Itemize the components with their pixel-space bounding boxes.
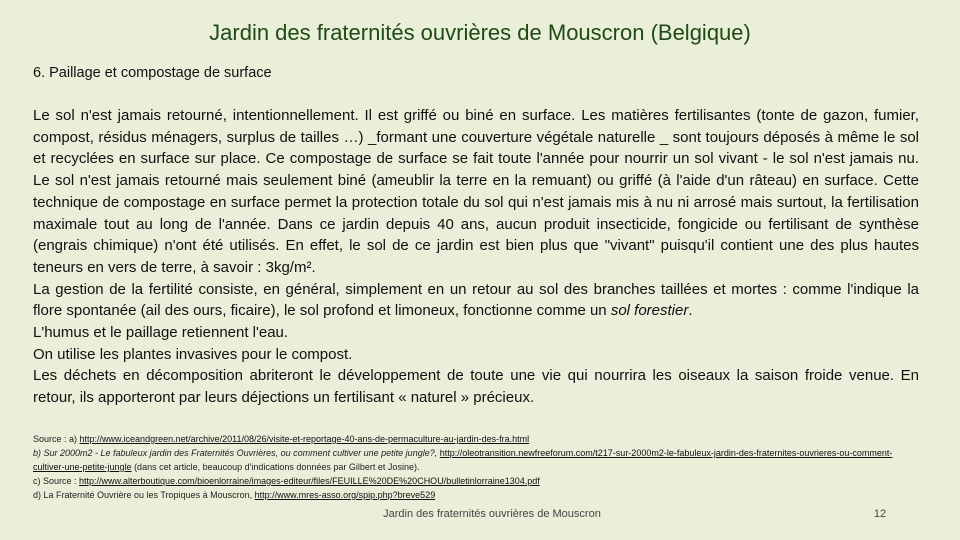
source-b-link[interactable]: http://oleotransition.newfreeforum.com/t217-sur-2000m2-le-fabuleux-jardin-des-fraternites-ouvrieres-ou-comment-cultiver-une-petite-jungle xyxy=(33,448,893,472)
sources xyxy=(33,432,923,502)
source-a-link[interactable]: http://www.iceandgreen.net/archive/2011/08/26/visite-et-reportage-40-ans-de-permaculture-au-jardin-des-fra.html xyxy=(79,434,530,444)
source-b xyxy=(33,446,923,474)
paragraph-humus: L'humus et le paillage retiennent l'eau. xyxy=(33,324,289,342)
body-text xyxy=(33,105,919,409)
footer-title: Jardin des fraternités ouvrières de Mouscron xyxy=(383,508,601,520)
source-d xyxy=(33,488,923,502)
forest-soil-emphasis: sol forestier xyxy=(610,302,689,320)
source-c xyxy=(33,474,923,488)
source-d-prefix: d) La Fraternité Ouvrière ou les Tropiques à Mouscron, xyxy=(33,490,255,500)
fertility-text: La gestion de la fertilité consiste, en général, simplement en un retour au sol des branches taillées et mortes : comme l'indique la flore spontanée (ail des ours, ficaire), le sol profond et limoneux, fonctionne comme un xyxy=(33,280,919,320)
fertility-end: . xyxy=(688,302,693,320)
slide-title: Jardin des fraternités ouvrières de Mouscron (Belgique) xyxy=(209,20,751,45)
section-heading: 6. Paillage et compostage de surface xyxy=(33,65,272,81)
paragraph-soil: Le sol n'est jamais retourné, intentionnellement. Il est griffé ou biné en surface. Les matières fertilisantes (tonte de gazon, fumier, compost, résidus ménagers, surplus de tailles …) _formant une couverture végétale naturelle _ sont toujours déposés à même le sol et recyclées en surface sur place. Ce compostage de surface se fait toute l'année pour nourrir un sol vivant - le sol n'est jamais nu. Le sol n'est jamais retourné mais seulement biné (ameublir la terre en la remuant) ou griffé (à l'aide d'un râteau) en surface. Cette technique de compostage en surface permet la protection totale du sol qui n'est jamais mis à nu ni arrosé mais surtout, la fertilisation maximale tout au long de l'année. Dans ce jardin depuis 40 ans, aucun produit insecticide, fongicide ou fertilisant de synthèse (engrais chimique) n'ont été utilisés. En effet, le sol de ce jardin est bien plus que "vivant" puisqu'il contient une des plus hautes teneurs en vers de terre, à savoir : 3kg/m². xyxy=(33,107,919,276)
source-a xyxy=(33,432,923,446)
source-a-prefix: Source : a) xyxy=(33,434,80,444)
source-c-prefix: c) Source : xyxy=(33,476,80,486)
source-b-suffix: (dans cet article, beaucoup d'indications données par Gilbert et Josine). xyxy=(131,462,420,472)
paragraph-decomposition: Les déchets en décomposition abriteront le développement de toute une vie qui nourrira les oiseaux la saison froide venue. En retour, ils apporteront par leurs déjections un fertilisant « naturel » précieux. xyxy=(33,367,919,407)
source-d-link[interactable]: http://www.mres-asso.org/spip.php?breve529 xyxy=(254,490,436,500)
page-number: 12 xyxy=(873,508,887,520)
source-c-link[interactable]: http://www.alterboutique.com/bioenlorraine/images-editeur/files/FEUILLE%20DE%20CHOU/bulletinlorraine1304.pdf xyxy=(79,476,540,486)
source-b-prefix: b) Sur 2000m2 - Le fabuleux jardin des Fraternités Ouvrières, ou comment cultiver une petite jungle?, xyxy=(33,448,440,458)
paragraph-fertility xyxy=(33,279,919,322)
paragraph-invasive: On utilise les plantes invasives pour le compost. xyxy=(33,345,353,363)
